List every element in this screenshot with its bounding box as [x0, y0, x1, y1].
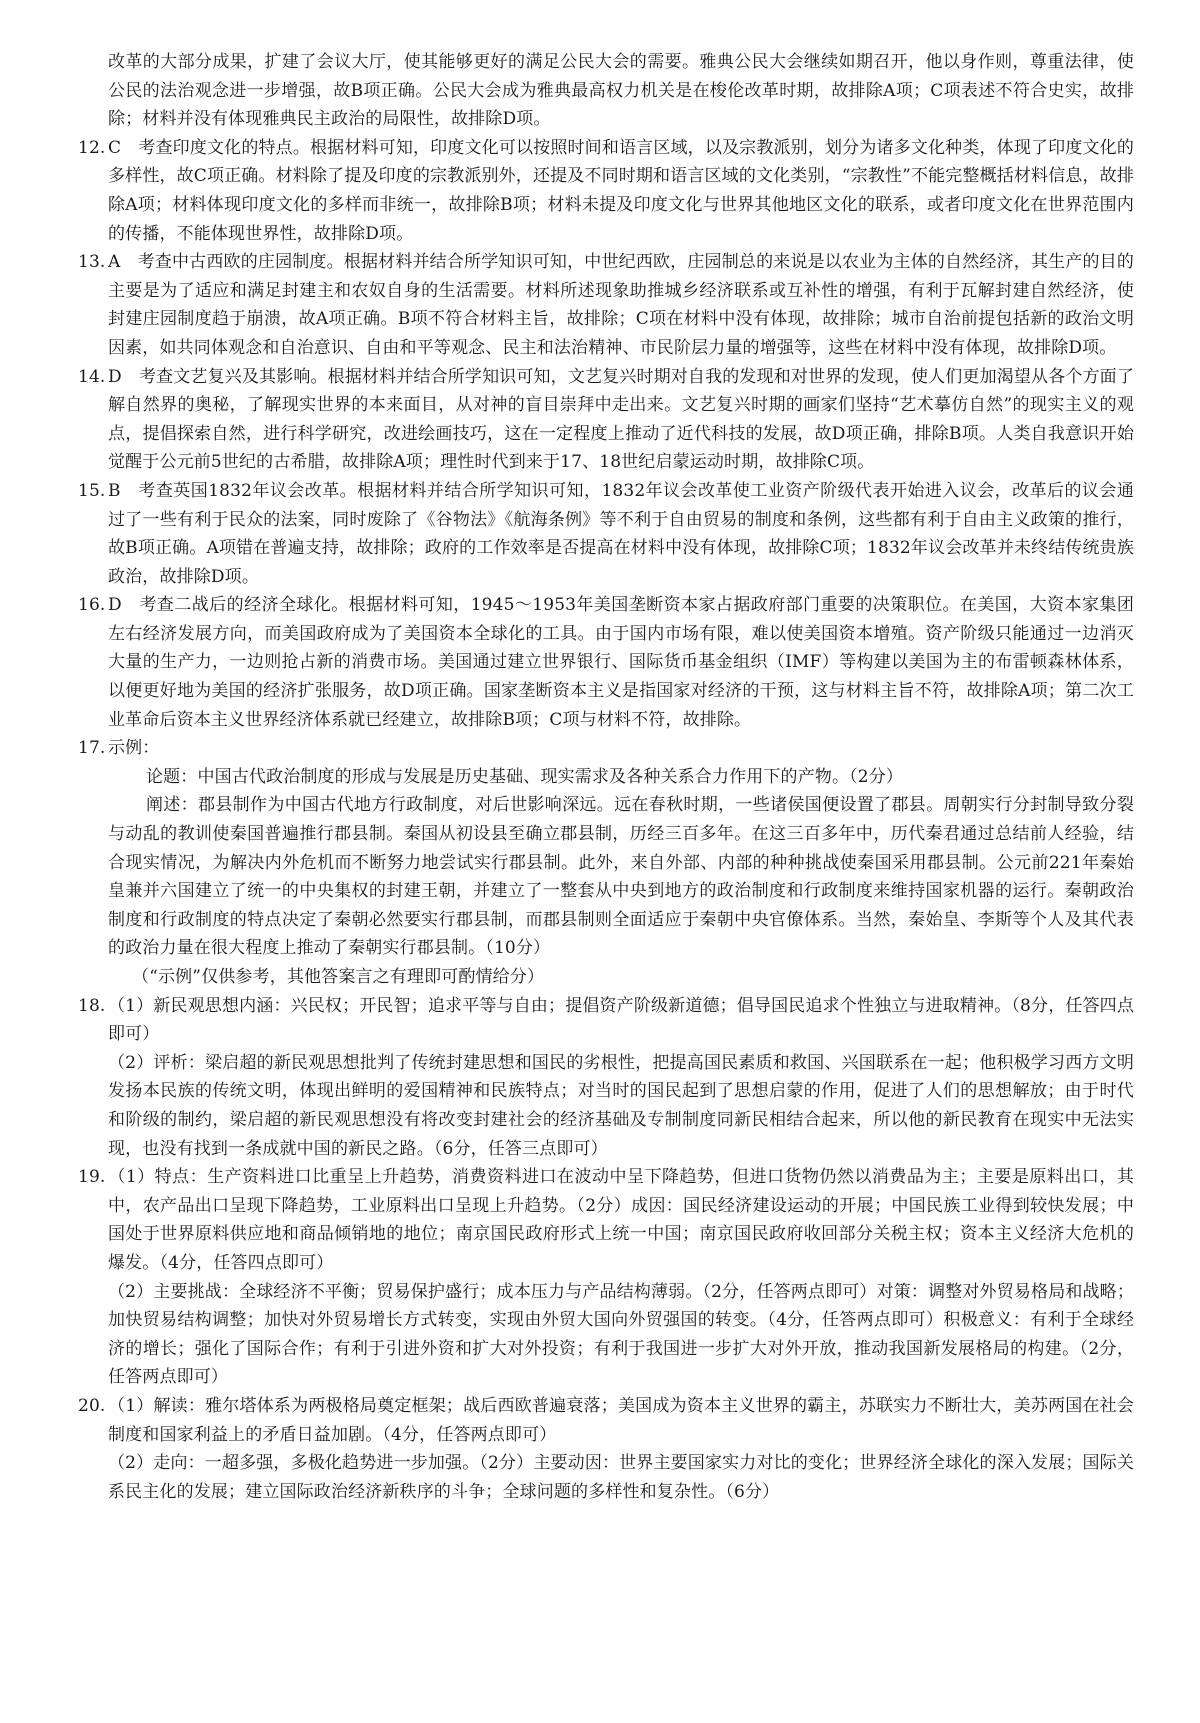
item-number: 15. — [78, 480, 106, 501]
item-number: 19. — [78, 1167, 106, 1188]
q17-thesis: 论题：中国古代政治制度的形成与发展是历史基础、现实需求及各种关系合力作用下的产物。（2分） — [146, 766, 904, 787]
answer-item-13 — [78, 248, 1134, 362]
answer-item-14 — [78, 363, 1134, 477]
item-text: C 考查印度文化的特点。根据材料可知，印度文化可以按照时间和语言区域，以及宗教派别，划分为诸多文化种类，体现了印度文化的多样性，故C项正确。材料除了提及印度的宗教派别外，还提及不同时期和语言区域的文化类别，“宗教性”不能完整概括材料信息，故排除A项；材料体现印度文化的多样而非统一，故排除B项；材料未提及印度文化与世界其他地区文化的联系，或者印度文化在世界范围内的传播，不能体现世界性，故排除D项。 — [108, 137, 1134, 244]
answer-item-15 — [78, 477, 1134, 591]
item-number: 14. — [78, 366, 106, 387]
q17-argument: 阐述：郡县制作为中国古代地方行政制度，对后世影响深远。远在春秋时期，一些诸侯国便设置了郡县。周朝实行分封制导致分裂与动乱的教训使秦国普遍推行郡县制。秦国从初设县至确立郡县制，历经三百多年。在这三百多年中，历代秦君通过总结前人经验，结合现实情况，为解决内外危机而不断努力地尝试实行郡县制。此外，来自外部、内部的种种挑战使秦国采用郡县制。公元前221年秦始皇兼并六国建立了统一的中央集权的封建王朝，并建立了一整套从中央到地方的政治制度和行政制度来维持国家机器的运行。秦朝政治制度和行政制度的特点决定了秦朝必然要实行郡县制，而郡县制则全面适应于秦朝中央官僚体系。当然，秦始皇、李斯等个人及其代表的政治力量在很大程度上推动了秦朝实行郡县制。（10分） — [108, 795, 1134, 959]
item-number: 17. — [78, 738, 106, 759]
item-label: 示例： — [108, 738, 160, 759]
item-number: 13. — [78, 252, 106, 273]
item-text: B 考查英国1832年议会改革。根据材料并结合所学知识可知，1832年议会改革使工业资产阶级代表开始进入议会，改革后的议会通过了一些有利于民众的法案，同时废除了《谷物法》《航海条例》等不利于自由贸易的制度和条例，这些都有利于自由主义政策的推行，故B项正确。A项错在普遍支持，故排除；政府的工作效率是否提高在材料中没有体现，故排除C项；1832年议会改革并未终结传统贵族政治，故排除D项。 — [108, 480, 1134, 587]
q19-part1: （1）特点：生产资料进口比重呈上升趋势，消费资料进口在波动中呈下降趋势，但进口货物仍然以消费品为主；主要是原料出口，其中，农产品出口呈现下降趋势，工业原料出口呈现上升趋势。（2分）成因：国民经济建设运动的开展；中国民族工业得到较快发展；中国处于世界原料供应地和商品倾销地的地位；南京国民政府形式上统一中国；南京国民政府收回部分关税主权；资本主义经济大危机的爆发。（4分，任答四点即可） — [108, 1167, 1134, 1273]
answer-item-17 — [78, 734, 1134, 763]
answer-item-19 — [78, 1163, 1134, 1277]
item-number: 16. — [78, 595, 106, 616]
item-number: 20. — [78, 1395, 106, 1416]
q18-part1: （1）新民观思想内涵：兴民权；开民智；追求平等与自由；提倡资产阶级新道德；倡导国民追求个性独立与进取精神。（8分，任答四点即可） — [108, 995, 1134, 1045]
item-text: D 考查二战后的经济全球化。根据材料可知，1945～1953年美国垄断资本家占据政府部门重要的决策职位。在美国，大资本家集团左右经济发展方向，而美国政府成为了美国资本全球化的工具。由于国内市场有限，难以使美国资本增殖。资产阶级只能通过一边消灭大量的生产力，一边则抢占新的消费市场。美国通过建立世界银行、国际货币基金组织（IMF）等构建以美国为主的布雷顿森林体系，以便更好地为美国的经济扩张服务，故D项正确。国家垄断资本主义是指国家对经济的干预，这与材料主旨不符，故排除A项；第二次工业革命后资本主义世界经济体系就已经建立，故排除B项；C项与材料不符，故排除。 — [108, 595, 1134, 730]
q19-part2: （2）主要挑战：全球经济不平衡；贸易保护盛行；成本压力与产品结构薄弱。（2分，任答两点即可）对策：调整对外贸易格局和战略；加快贸易结构调整；加快对外贸易增长方式转变，实现由外贸大国向外贸强国的转变。（4分，任答两点即可）积极意义：有利于全球经济的增长；强化了国际合作；有利于引进外资和扩大对外投资；有利于我国进一步扩大对外开放，推动我国新发展格局的构建。（2分，任答两点即可） — [108, 1281, 1134, 1388]
q18-part2: （2）评析：梁启超的新民观思想批判了传统封建思想和国民的劣根性，把提高国民素质和救国、兴国联系在一起；他积极学习西方文明发扬本民族的传统文明，体现出鲜明的爱国精神和民族特点；对当时的国民起到了思想启蒙的作用，促进了人们的思想解放；由于时代和阶级的制约，梁启超的新民观思想没有将改变封建社会的经济基础及专制制度同新民相结合起来，所以他的新民教育在现实中无法实现，也没有找到一条成就中国的新民之路。（6分，任答三点即可） — [108, 1052, 1134, 1159]
item-text: A 考查中古西欧的庄园制度。根据材料并结合所学知识可知，中世纪西欧，庄园制总的来说是以农业为主体的自然经济，其生产的目的主要是为了适应和满足封建主和农奴自身的生活需要。材料所述现象助推城乡经济联系或互补性的增强，有利于瓦解封建自然经济，使封建庄园制度趋于崩溃，故A项正确。B项不符合材料主旨，故排除；C项在材料中没有体现，故排除；城市自治前提包括新的政治文明因素，如共同体观念和自治意识、自由和平等观念、民主和法治精神、市民阶层力量的增强等，这些在材料中没有体现，故排除D项。 — [108, 252, 1134, 358]
q20-part2: （2）走向：一超多强，多极化趋势进一步加强。（2分）主要动因：世界主要国家实力对比的变化；世界经济全球化的深入发展；国际关系民主化的发展；建立国际政治经济新秩序的斗争；全球问题的多样性和复杂性。（6分） — [108, 1453, 1134, 1502]
q20-part1: （1）解读：雅尔塔体系为两极格局奠定框架；战后西欧普遍衰落；美国成为资本主义世界的霸主，苏联实力不断壮大，美苏两国在社会制度和国家利益上的矛盾日益加剧。（4分，任答两点即可） — [108, 1395, 1134, 1445]
answer-item-16 — [78, 591, 1134, 734]
answer-page — [78, 48, 1134, 1506]
item-number: 18. — [78, 995, 106, 1016]
item-text: D 考查文艺复兴及其影响。根据材料并结合所学知识可知，文艺复兴时期对自我的发现和对世界的发现，使人们更加渴望从各个方面了解自然界的奥秘，了解现实世界的本来面目，从对神的盲目崇拜中走出来。文艺复兴时期的画家们坚持“艺术摹仿自然”的现实主义的观点，提倡探索自然，进行科学研究，改进绘画技巧，这在一定程度上推动了近代科技的发展，故D项正确，排除B项。人类自我意识开始觉醒于公元前5世纪的古希腊，故排除A项；理性时代到来于17、18世纪启蒙运动时期，故排除C项。 — [108, 366, 1134, 473]
q11-continuation: 改革的大部分成果，扩建了会议大厅，使其能够更好的满足公民大会的需要。雅典公民大会继续如期召开，他以身作则，尊重法律，使公民的法治观念进一步增强，故B项正确。公民大会成为雅典最高权力机关是在梭伦改革时期，故排除A项；C项表述不符合史实，故排除；材料并没有体现雅典民主政治的局限性，故排除D项。 — [108, 52, 1134, 130]
answer-item-18 — [78, 992, 1134, 1049]
answer-item-20 — [78, 1392, 1134, 1449]
q17-note: （“示例”仅供参考，其他答案言之有理即可酌情给分） — [132, 967, 545, 987]
item-number: 12. — [78, 137, 106, 158]
answer-item-12 — [78, 134, 1134, 248]
